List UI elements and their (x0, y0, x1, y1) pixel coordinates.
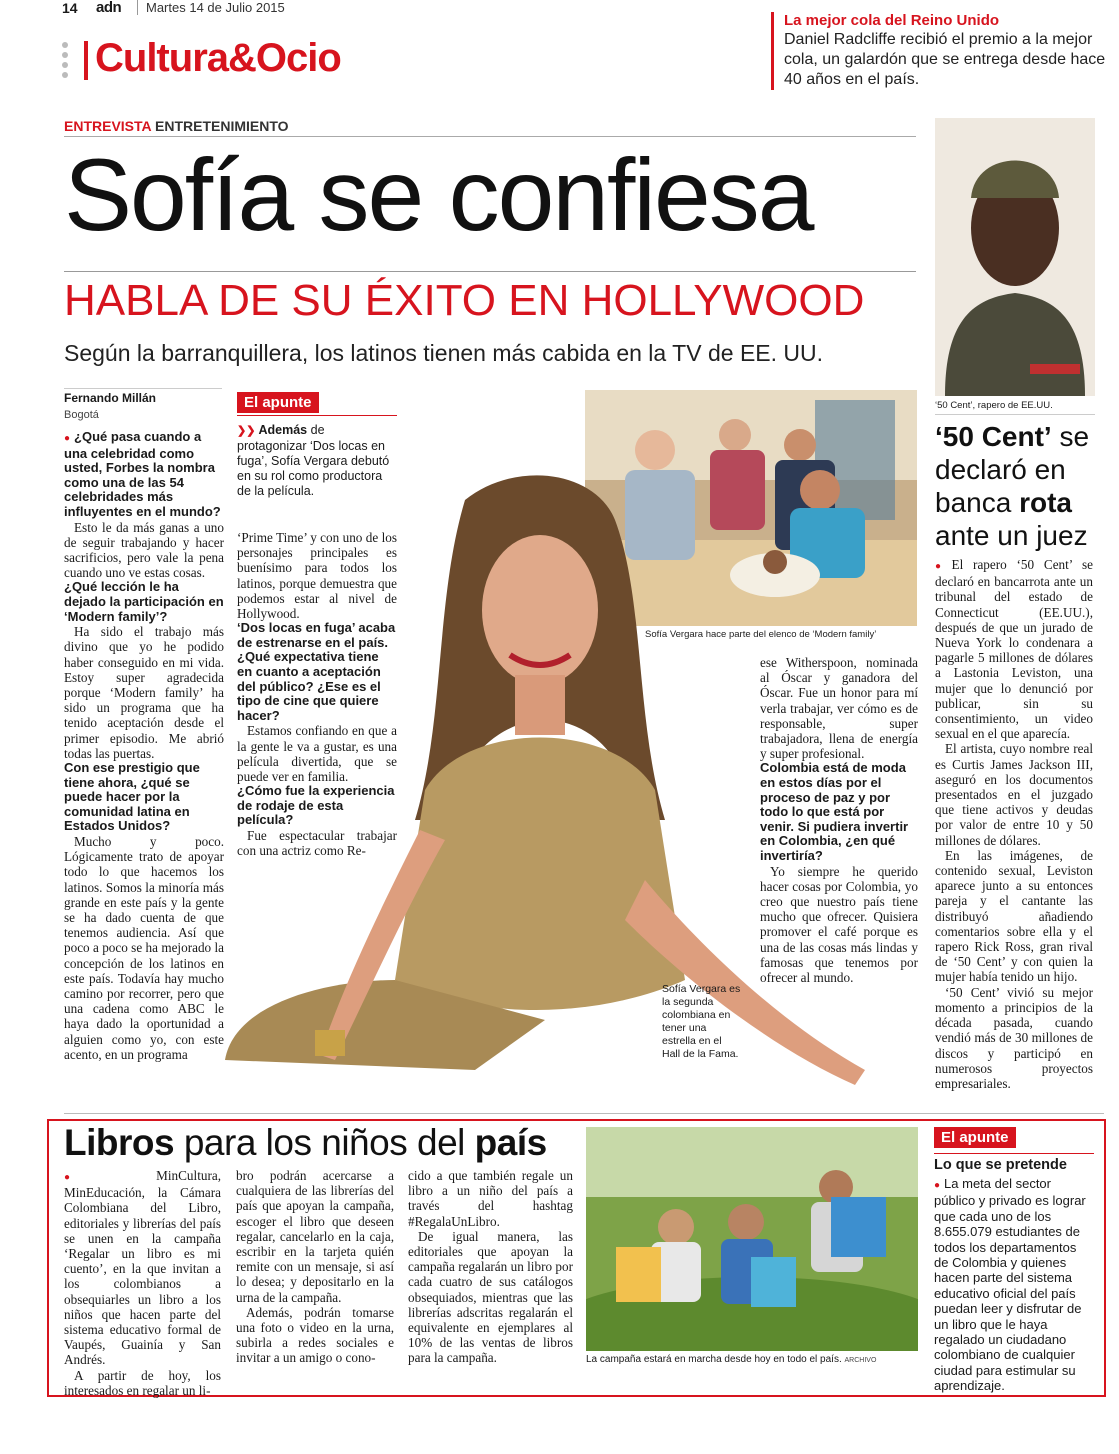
libros-apunte-box (934, 1127, 1094, 1394)
section-dots (62, 42, 70, 82)
article-column-1 (64, 430, 224, 1062)
interview-question: ● ¿Qué pasa cuando a una celebridad como usted, Forbes la nombra como una de las 54 celebridades más influyentes en el mundo? (64, 430, 224, 520)
apunte-rule (237, 415, 397, 416)
body-paragraph: El artista, cuyo nombre real es Curtis James Jackson III, aseguró en los documentos presentados en el juzgado que tiene activos y deudas por valor de entre 10 y 50 millones de dólares. (935, 741, 1093, 848)
apunte-bold: ❯❯ Además (237, 423, 307, 437)
interview-answer: Estamos confiando en que a la gente le va a gustar, es una película divertida, que se puede ver en familia. (237, 723, 397, 784)
headline-part: ‘50 Cent’ (935, 421, 1052, 452)
body-paragraph: ● MinCultura, MinEducación, la Cámara Colombiana del Libro, editoriales y librerías del país se unen en la campaña ‘Regalar un libro es mi cuento’, en la que invitan a los colombianos a obsequiarles un libro a los niños que hacen parte del sistema educativo formal de Vaupés, Guainía y San Andrés. (64, 1168, 221, 1368)
apunte-title: Lo que se pretende (934, 1157, 1067, 1173)
apunte-text (237, 423, 397, 499)
headline: Sofía se confiesa (64, 138, 813, 252)
interview-question: ¿Cómo fue la experiencia de rodaje de esta película? (237, 783, 395, 828)
teaser-title: La mejor cola del Reino Unido (784, 12, 1000, 29)
author-location: Bogotá (64, 409, 99, 421)
byline (64, 388, 222, 423)
libros-column-1 (64, 1168, 221, 1398)
fifty-cent-photo (935, 118, 1095, 396)
interview-question: Con ese prestigio que tiene ahora, ¿qué se puede hacer por la comunidad latina en Estados Unidos? (64, 759, 200, 834)
teaser-text: Daniel Radcliffe recibió el premio a la mejor cola, un galardón que se entrega desde hace 40 años en el país. (784, 31, 1106, 88)
fifty-cent-caption: ‘50 Cent’, rapero de EE.UU. (935, 400, 1053, 411)
photo-caption-side: Sofía Vergara es la segunda colombiana en tener una estrella en el Hall de la Fama. (662, 983, 741, 1060)
apunte-body: de protagonizar ‘Dos locas en fuga’, Sofía Vergara debutó en su rol como productora de la película. (237, 423, 390, 498)
body-paragraph: A partir de hoy, los interesados en regalar un li- (64, 1367, 221, 1398)
interview-answer: Yo siempre he querido hacer cosas por Colombia, yo creo que nuestro país tiene mucho que ofrecer. Quisiera promover el café porque es una de las cosas más lindas y famosas que tenemos por ofrecer al mundo. (760, 863, 918, 985)
photo-credit: ARCHIVO (844, 1357, 877, 1364)
interview-answer: Mucho y poco. Lógicamente trato de apoyar todo lo que hacemos los latinos. Somos la minoría más grande en este país y la gente se ha dado cuenta de que tenemos audiencia. Así que poco a poco se ha mejorado la concepción de los latinos en este país. Todavía hay mucho camino por recorrer, pero que una cadena como ABC le haya dado la oportunidad a alguien como yo, con este acento, en un programa (64, 833, 224, 1062)
teaser-box (771, 12, 1111, 90)
fifty-cent-body (935, 557, 1093, 1091)
kicker-secondary: ENTRETENIMIENTO (155, 118, 289, 134)
apunte-box (237, 392, 397, 499)
interview-answer: Ha sido el trabajo más divino que yo he podido haber conseguido en mi vida. Estoy super agradecida porque ‘Modern family’ ha sido un programa que ha tenido aceptación desde el primer episodio. Me abrió todas las puertas. (64, 624, 224, 761)
libros-headline (64, 1122, 547, 1164)
section-separator (64, 1113, 1104, 1114)
photo-caption-top: Sofía Vergara hace parte del elenco de ‘Modern family’ (645, 629, 877, 640)
headline-part: ante un juez (935, 520, 1088, 551)
caption-text: La campaña estará en marcha desde hoy en todo el país. (586, 1354, 842, 1365)
article-column-3 (760, 655, 918, 985)
headline-part: país (474, 1122, 547, 1163)
apunte-tag: El apunte (237, 392, 319, 413)
interview-answer: ‘Prime Time’ y con uno de los personajes principales es buenísimo para todos los latinos, porque demuestra que podemos estar al nivel de Hollywood. (237, 530, 397, 622)
sidebar-rule (935, 414, 1095, 415)
kicker-primary: ENTREVISTA (64, 118, 152, 134)
apunte-text: ● La meta del sector público y privado es lograr que cada uno de los 8.655.079 estudiantes de todos los departamentos de Colombia y quienes hacen parte del sistema educativo oficial del país puedan leer y disfrutar de un libro que le haya regalado un ciudadano colombiano de cualquier ciudad para estimular su aprendizaje. (934, 1176, 1094, 1394)
article-column-2 (237, 530, 397, 858)
headline-rule (64, 271, 916, 272)
subheadline: HABLA DE SU ÉXITO EN HOLLYWOOD (64, 276, 865, 325)
interview-answer: ese Witherspoon, nominada al Óscar y ganadora del Óscar. Fue un honor para mí verla trabajar, ver cómo es de responsable, super trabajadora, llena de energía y super profesional. (760, 655, 918, 762)
body-paragraph: En las imágenes, de contenido sexual, Leviston aparece junto a su entonces pareja y el cantante las distribuyó añadiendo comentarios sobre ella y el rapero Rick Ross, gran rival de ‘50 Cent’ y con quien la mujer había tenido un hijo. (935, 847, 1093, 985)
interview-answer: Esto le da más ganas a uno de seguir trabajando y hacer sacrificios, pero vale la pena cuando uno ve estas cosas. (64, 519, 224, 581)
body-paragraph: bro podrán acercarse a cualquiera de las librerías del país que apoyan la campaña, escoger el libro que deseen regalar, cancelarlo en la caja, escribir en la tarjeta quién remite con un mensaje, si así lo desea; y depositarlo en la urna de la campaña. (236, 1168, 394, 1305)
children-reading-photo (586, 1127, 918, 1351)
body-paragraph: Además, podrán tomarse una foto o video en la urna, subirla a redes sociales e invitar a un amigo o cono- (236, 1304, 394, 1366)
issue-date: Martes 14 de Julio 2015 (137, 0, 285, 15)
libros-column-3 (408, 1168, 573, 1366)
interview-question: Colombia está de moda en estos días por el proceso de paz y por todo lo que está por venir. Si pudiera invertir en Colombia, ¿en qué invertiría? (760, 760, 909, 863)
author-name: Fernando Millán (64, 391, 157, 405)
body-paragraph: ● El rapero ‘50 Cent’ se declaró en bancarrota ante un tribunal del estado de Connecticut (EE.UU.), después de que un jurado de Nueva York lo condenara a pagarle 5 millones de dólares a Lastonia Leviston, una mujer que lo denunció por publicar, sin su consentimiento, un video sexual en el que aparecía. (935, 557, 1093, 741)
children-photo-caption (586, 1354, 876, 1365)
body-paragraph: ‘50 Cent’ vivió su mejor momento a principios de la década pasada, cuando vendió más de 30 millones de discos y participó en numerosos proyectos empresariales. (935, 984, 1093, 1091)
interview-question: ¿Qué lección le ha dejado la participación en ‘Modern family’? (64, 579, 224, 624)
interview-answer: Fue espectacular trabajar con una actriz como Re- (237, 827, 397, 859)
body-paragraph: De igual manera, las editoriales que apoyan la campaña regalarán un libro por cada cuatro de sus catálogos obsequiados, mientras que las librerías adscritas regalarán el equivalente en ejemplares al 10% de las ventas de libros para la campaña. (408, 1228, 573, 1366)
apunte-tag: El apunte (934, 1127, 1016, 1148)
section-bar (84, 41, 88, 80)
headline-part: se declaró en banca (935, 421, 1090, 518)
headline-part: Libros (64, 1122, 175, 1163)
fifty-cent-headline (935, 420, 1105, 552)
headline-part: rota (1019, 487, 1072, 518)
apunte-rule (934, 1153, 1094, 1154)
body-paragraph: cido a que también regale un libro a un niño del país a través del hashtag #RegalaUnLibro. (408, 1168, 573, 1229)
interview-question: ‘Dos locas en fuga’ acaba de estrenarse en el país. ¿Qué expectativa tiene en cuanto a aceptación del público? ¿Ese es el tipo de cine que quiere hacer? (237, 620, 396, 723)
libros-column-2 (236, 1168, 394, 1366)
brand-logo: adn (96, 0, 122, 16)
page-number: 14 (62, 0, 78, 16)
deck: Según la barranquillera, los latinos tienen más cabida en la TV de EE. UU. (64, 340, 824, 366)
section-title: Cultura&Ocio (95, 36, 341, 80)
headline-part: para los niños del (174, 1122, 475, 1163)
